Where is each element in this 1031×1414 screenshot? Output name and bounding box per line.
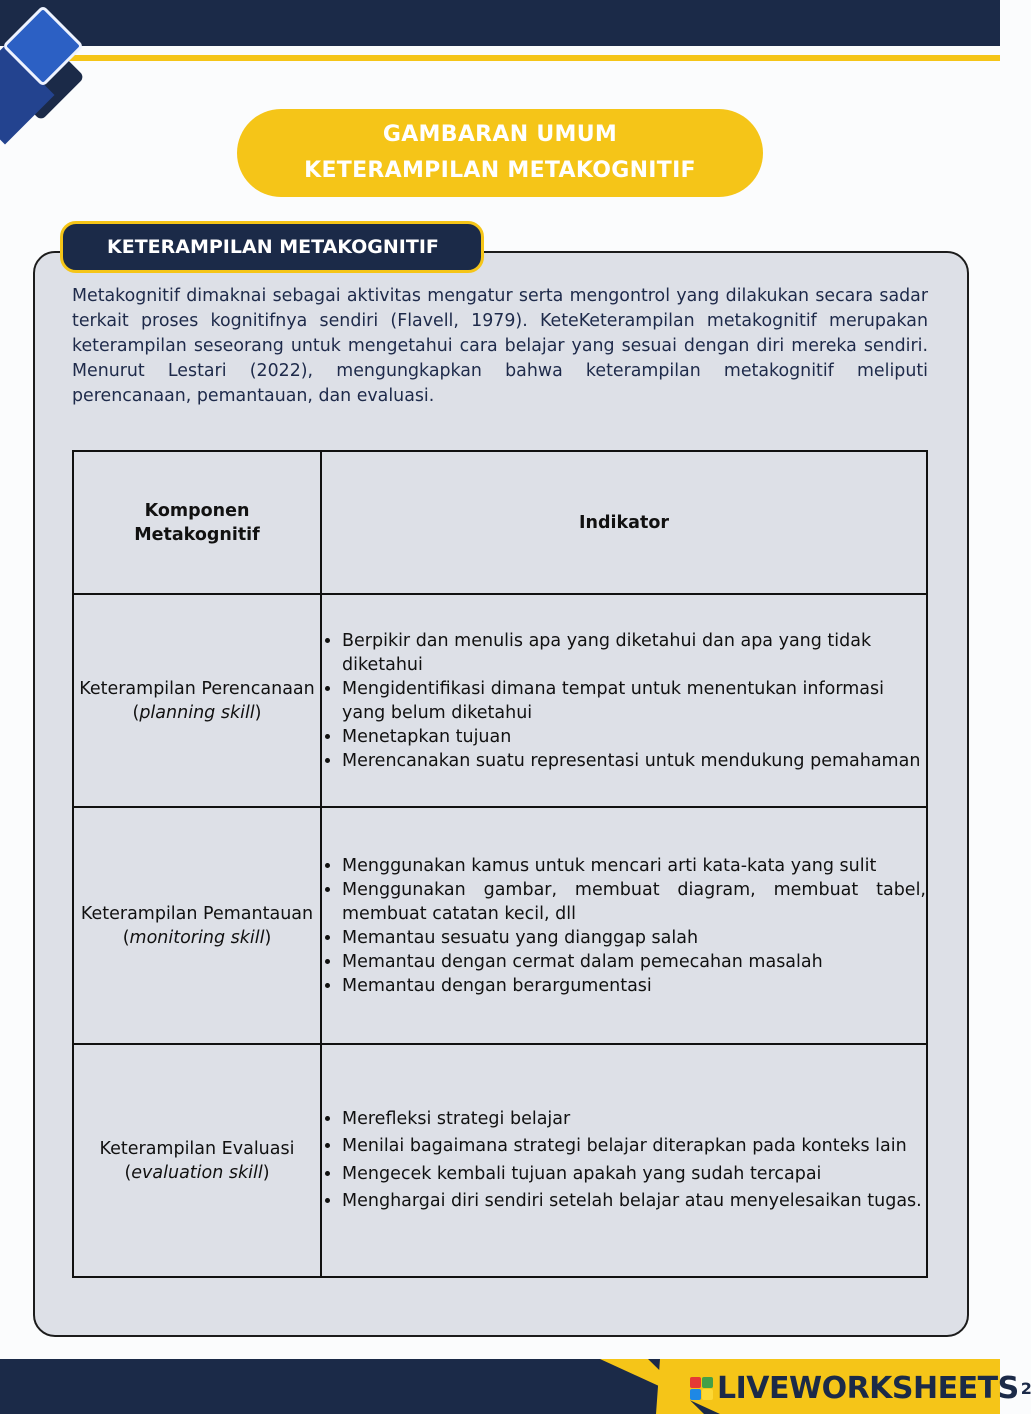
- indicator-cell: [321, 1044, 927, 1277]
- list-item: • Memantau dengan cermat dalam pemecahan masalah: [342, 950, 926, 974]
- header-component: [73, 451, 321, 594]
- indicator-list: [322, 854, 926, 998]
- table-header-row: [73, 451, 927, 594]
- top-navy-bar: [0, 0, 1000, 46]
- metacognitive-table: [72, 450, 928, 1278]
- section-tab: [60, 221, 484, 273]
- component-english: planning skill: [139, 702, 255, 723]
- table-row: [73, 594, 927, 807]
- table-row: [73, 807, 927, 1044]
- indicator-cell: [321, 594, 927, 807]
- page-title-line2: KETERAMPILAN METAKOGNITIF: [304, 158, 696, 183]
- component-cell: Keterampilan Perencanaan (planning skill): [73, 594, 321, 807]
- list-item: • Berpikir dan menulis apa yang diketahui dan apa yang tidak diketahui: [342, 629, 926, 677]
- page-title-line1: GAMBARAN UMUM: [382, 122, 618, 147]
- header-indicator: Indikator: [321, 451, 927, 594]
- intro-paragraph: Metakognitif dimaknai sebagai aktivitas mengatur serta mengontrol yang dilakukan secara sadar terkait proses kognitifnya sendiri (Flavell, 1979). KeteKeterampilan metakognitif merupakan keterampilan seseorang untuk mengetahui cara belajar yang sesuai dengan diri mereka sendiri. Menurut Lestari (2022), mengungkapkan bahwa keterampilan metakognitif meliputi perencanaan, pemantauan, dan evaluasi.: [72, 286, 928, 406]
- list-item: • Menghargai diri sendiri setelah belajar atau menyelesaikan tugas.: [342, 1188, 926, 1216]
- component-english: monitoring skill: [129, 927, 265, 948]
- component-name: Keterampilan Pemantauan: [80, 903, 314, 924]
- list-item: • Menilai bagaimana strategi belajar diterapkan pada konteks lain: [342, 1133, 926, 1161]
- component-english: evaluation skill: [131, 1162, 263, 1183]
- page-title-banner: [237, 109, 763, 197]
- component-cell: Keterampilan Pemantauan (monitoring skill): [73, 807, 321, 1044]
- liveworksheets-logo[interactable]: [690, 1368, 1031, 1408]
- component-cell: Keterampilan Evaluasi (evaluation skill): [73, 1044, 321, 1277]
- section-tab-label: KETERAMPILAN METAKOGNITIF: [107, 236, 439, 258]
- indicator-list: [322, 1106, 926, 1216]
- list-item: • Mengidentifikasi dimana tempat untuk menentukan informasi yang belum diketahui: [342, 677, 926, 725]
- liveworksheets-brand: LIVEWORKSHEETS: [717, 1370, 1019, 1406]
- indicator-cell: [321, 807, 927, 1044]
- list-item: • Memantau dengan berargumentasi: [342, 974, 926, 998]
- component-name: Keterampilan Perencanaan: [79, 678, 315, 699]
- indicator-list: [322, 629, 926, 773]
- table-row: [73, 1044, 927, 1277]
- list-item: • Menggunakan kamus untuk mencari arti kata-kata yang sulit: [342, 854, 926, 878]
- list-item: • Memantau sesuatu yang dianggap salah: [342, 926, 926, 950]
- liveworksheets-icon: [690, 1377, 713, 1400]
- list-item: • Mengecek kembali tujuan apakah yang sudah tercapai: [342, 1161, 926, 1189]
- page-number: 2: [1020, 1378, 1031, 1398]
- list-item: • Menggunakan gambar, membuat diagram, membuat tabel, membuat catatan kecil, dll: [342, 878, 926, 926]
- list-item: • Merefleksi strategi belajar: [342, 1106, 926, 1134]
- list-item: • Merencanakan suatu representasi untuk mendukung pemahaman: [342, 749, 926, 773]
- header-component-line2: Metakognitif: [134, 524, 260, 545]
- component-name: Keterampilan Evaluasi: [99, 1138, 295, 1159]
- top-yellow-line: [60, 55, 1000, 61]
- list-item: • Menetapkan tujuan: [342, 725, 926, 749]
- header-component-line1: Komponen: [144, 500, 250, 521]
